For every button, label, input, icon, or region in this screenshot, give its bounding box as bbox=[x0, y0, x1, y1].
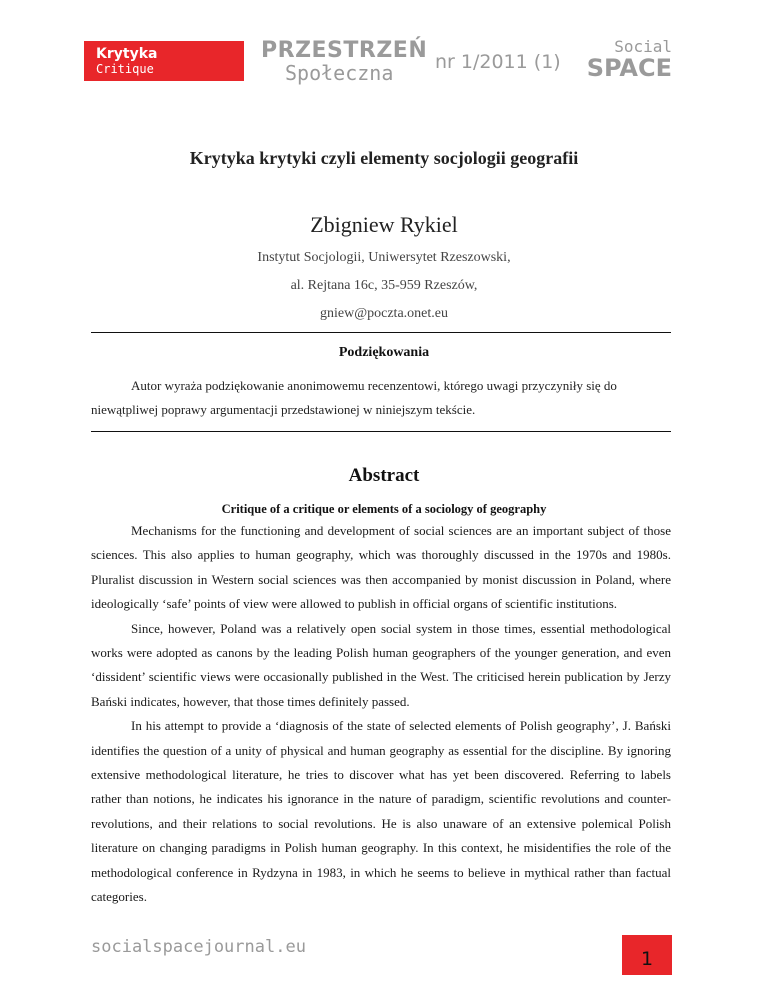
abstract-subtitle: Critique of a critique or elements of a sociology of geography bbox=[221, 502, 547, 516]
logo-en-line-2: SPACE bbox=[586, 54, 672, 82]
abstract-paragraph: In his attempt to provide a ‘diagnosis of the state of selected elements of Polish geography’, J. Bański identifies the question of a unity of physical and human geography as essential for the discipline. By ignoring extensive methodological literature, he tries to discover what has yet been discovered. Referring to labels rather than notions, he indicates his ignorance in the nature of paradigm, scientific revolutions and counter-revolutions, and their relations to social revolutions. He is also unaware of an extensive polemical Polish literature on changing paradigms in Polish human geography. In this context, he misidentifies the role of the methodological conference in Rydzyna in 1983, in which he seems to believe in mythical rather than factual categories. bbox=[91, 718, 671, 905]
acknowledgements-text: Autor wyraża podziękowanie anonimowemu recenzentowi, którego uwagi przyczyniły się do niewątpliwej poprawy argumentacji przedstawionej w niniejszym tekście. bbox=[91, 378, 617, 417]
logo-pl-line-1: PRZESTRZEŃ bbox=[261, 38, 428, 63]
page-number: 1 bbox=[622, 935, 672, 975]
section-tag bbox=[84, 41, 244, 81]
section-label-en: Critique bbox=[96, 62, 154, 76]
author-email: gniew@poczta.onet.eu bbox=[320, 306, 448, 321]
abstract-heading: Abstract bbox=[348, 465, 420, 486]
logo-en-line-1: Social bbox=[614, 37, 672, 56]
acknowledgements-body bbox=[91, 374, 671, 422]
affiliation-address: al. Rejtana 16c, 35-959 Rzeszów, bbox=[290, 278, 478, 293]
issue-number: nr 1/2011 (1) bbox=[435, 51, 561, 73]
abstract-paragraph: Mechanisms for the functioning and development of social sciences are an important subject of those sciences. This also applies to human geography, which was thoroughly discussed in the 1970s and 1980s. Pluralist discussion in Western social sciences was then accompanied by monist discussion in Poland, where ideologically ‘safe’ points of view were allowed to publish in official organs of scientific institutions. bbox=[91, 523, 671, 612]
acknowledgements-heading: Podziękowania bbox=[338, 345, 430, 360]
section-label-pl: Krytyka bbox=[96, 46, 158, 62]
abstract-body bbox=[91, 519, 671, 910]
affiliation-institution: Instytut Socjologii, Uniwersytet Rzeszowski, bbox=[257, 250, 511, 265]
footer-url: socialspacejournal.eu bbox=[91, 937, 306, 957]
article-title: Krytyka krytyki czyli elementy socjologii geografii bbox=[189, 148, 579, 168]
author-name: Zbigniew Rykiel bbox=[310, 212, 458, 237]
journal-logo-pl bbox=[261, 40, 427, 84]
journal-logo-en bbox=[580, 38, 672, 80]
divider-top bbox=[91, 332, 671, 333]
logo-pl-line-2: Społeczna bbox=[285, 61, 394, 85]
divider-bottom bbox=[91, 431, 671, 432]
abstract-paragraph: Since, however, Poland was a relatively open social system in those times, essential methodological works were adopted as canons by the leading Polish human geographers of the younger generation, and even ‘dissident’ scientific views were occasionally published in the West. The criticised herein publication by Jerzy Bański indicates, however, that those times definitely passed. bbox=[91, 620, 671, 709]
